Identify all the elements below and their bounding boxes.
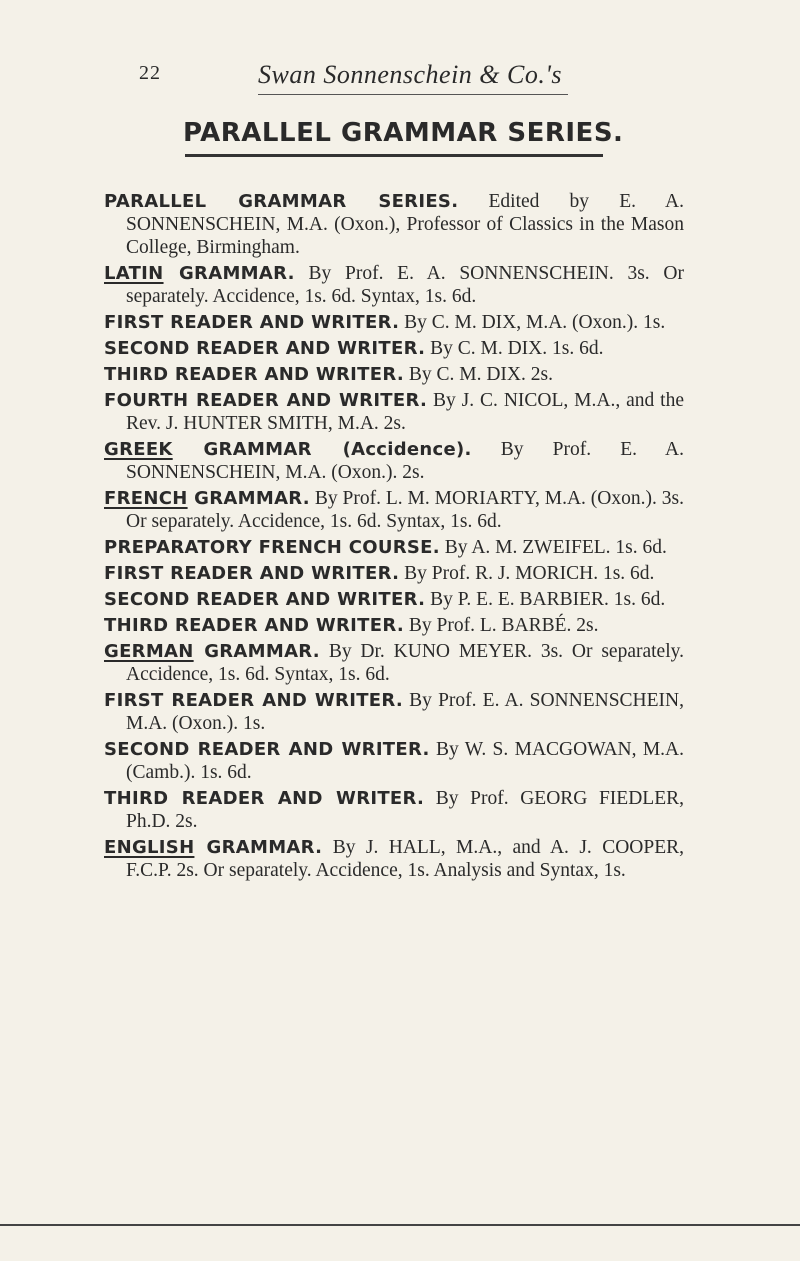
entry-description: By Prof. E. A. SONNENSCHEIN, M.A. (Oxon.). 2s.: [126, 439, 684, 483]
catalogue-entry: [104, 363, 684, 386]
catalogue-entry: [104, 787, 684, 833]
catalogue-entry: [104, 689, 684, 735]
entry-title-underlined: ENGLISH: [104, 837, 195, 858]
entry-description: By Prof. L. BARBÉ. 2s.: [408, 615, 599, 636]
entry-title: SECOND READER AND WRITER.: [104, 589, 426, 610]
entry-title: PREPARATORY FRENCH COURSE.: [104, 537, 440, 558]
entry-description: By C. M. DIX, M.A. (Oxon.). 1s.: [404, 312, 666, 333]
entry-description: By Prof. E. A. SONNENSCHEIN, M.A. (Oxon.). 1s.: [126, 690, 684, 734]
entry-title: GRAMMAR.: [163, 263, 295, 284]
catalogue-entry: [104, 190, 684, 259]
catalogue-entry: [104, 640, 684, 686]
entry-title-underlined: LATIN: [104, 263, 164, 284]
entry-description: By A. M. ZWEIFEL. 1s. 6d.: [444, 537, 667, 558]
entry-title: PARALLEL GRAMMAR SERIES.: [104, 191, 459, 212]
entry-description: By Prof. E. A. SONNENSCHEIN. 3s. Or separately. Accidence, 1s. 6d. Syntax, 1s. 6d.: [126, 263, 684, 307]
entry-description: By J. C. NICOL, M.A., and the Rev. J. HUNTER SMITH, M.A. 2s.: [126, 390, 684, 434]
bottom-rule: [0, 1224, 800, 1226]
entry-description: By Prof. L. M. MORIARTY, M.A. (Oxon.). 3s. Or separately. Accidence, 1s. 6d. Syntax, 1s. 6d.: [126, 488, 684, 532]
catalogue-entry: [104, 262, 684, 308]
entry-description: By Prof. R. J. MORICH. 1s. 6d.: [404, 563, 655, 584]
entry-title: THIRD READER AND WRITER.: [104, 364, 404, 385]
catalogue-entry: [104, 836, 684, 882]
entry-title: FIRST READER AND WRITER.: [104, 563, 400, 584]
entry-title-underlined: GREEK: [104, 439, 173, 460]
catalogue-entry: [104, 614, 684, 637]
catalogue-entry: [104, 438, 684, 484]
entry-description: By J. HALL, M.A., and A. J. COOPER, F.C.P. 2s. Or separately. Accidence, 1s. Analysis and Syntax, 1s.: [126, 837, 685, 881]
catalogue-entry: [104, 311, 684, 334]
entry-title: GRAMMAR.: [193, 641, 320, 662]
catalogue-entry: [104, 487, 684, 533]
entry-description: By P. E. E. BARBIER. 1s. 6d.: [430, 589, 666, 610]
section-title: PARALLEL GRAMMAR SERIES.: [183, 118, 624, 148]
title-rule: [185, 154, 603, 157]
entry-title: GRAMMAR (Accidence).: [172, 439, 472, 460]
catalogue-entry: [104, 389, 684, 435]
page-number: 22: [139, 62, 161, 84]
entry-title: SECOND READER AND WRITER.: [104, 338, 426, 359]
entry-title: THIRD READER AND WRITER.: [104, 788, 425, 809]
entry-description: By Prof. GEORG FIEDLER, Ph.D. 2s.: [126, 788, 685, 832]
catalogue-entry: [104, 588, 684, 611]
entry-title: GRAMMAR.: [194, 837, 323, 858]
entry-description: By C. M. DIX. 1s. 6d.: [430, 338, 604, 359]
entry-title: SECOND READER AND WRITER.: [104, 739, 430, 760]
running-head: Swan Sonnenschein & Co.'s: [258, 60, 563, 89]
entry-description: Edited by E. A. SONNENSCHEIN, M.A. (Oxon.), Professor of Classics in the Mason College, Birmingham.: [126, 191, 685, 258]
entry-title-underlined: GERMAN: [104, 641, 194, 662]
entry-description: By C. M. DIX. 2s.: [408, 364, 553, 385]
catalogue-entry: [104, 562, 684, 585]
entry-title: FIRST READER AND WRITER.: [104, 312, 400, 333]
entry-description: By W. S. MACGOWAN, M.A. (Camb.). 1s. 6d.: [126, 739, 684, 783]
catalogue-entry: [104, 738, 684, 784]
entry-title-underlined: FRENCH: [104, 488, 188, 509]
catalogue-entry: [104, 337, 684, 360]
catalogue-entries: [104, 190, 684, 885]
entry-title: FOURTH READER AND WRITER.: [104, 390, 428, 411]
entry-description: By Dr. KUNO MEYER. 3s. Or separately. Accidence, 1s. 6d. Syntax, 1s. 6d.: [126, 641, 684, 685]
entry-title: FIRST READER AND WRITER.: [104, 690, 404, 711]
entry-title: GRAMMAR.: [187, 488, 310, 509]
entry-title: THIRD READER AND WRITER.: [104, 615, 404, 636]
header-rule: [258, 94, 568, 95]
catalogue-entry: [104, 536, 684, 559]
